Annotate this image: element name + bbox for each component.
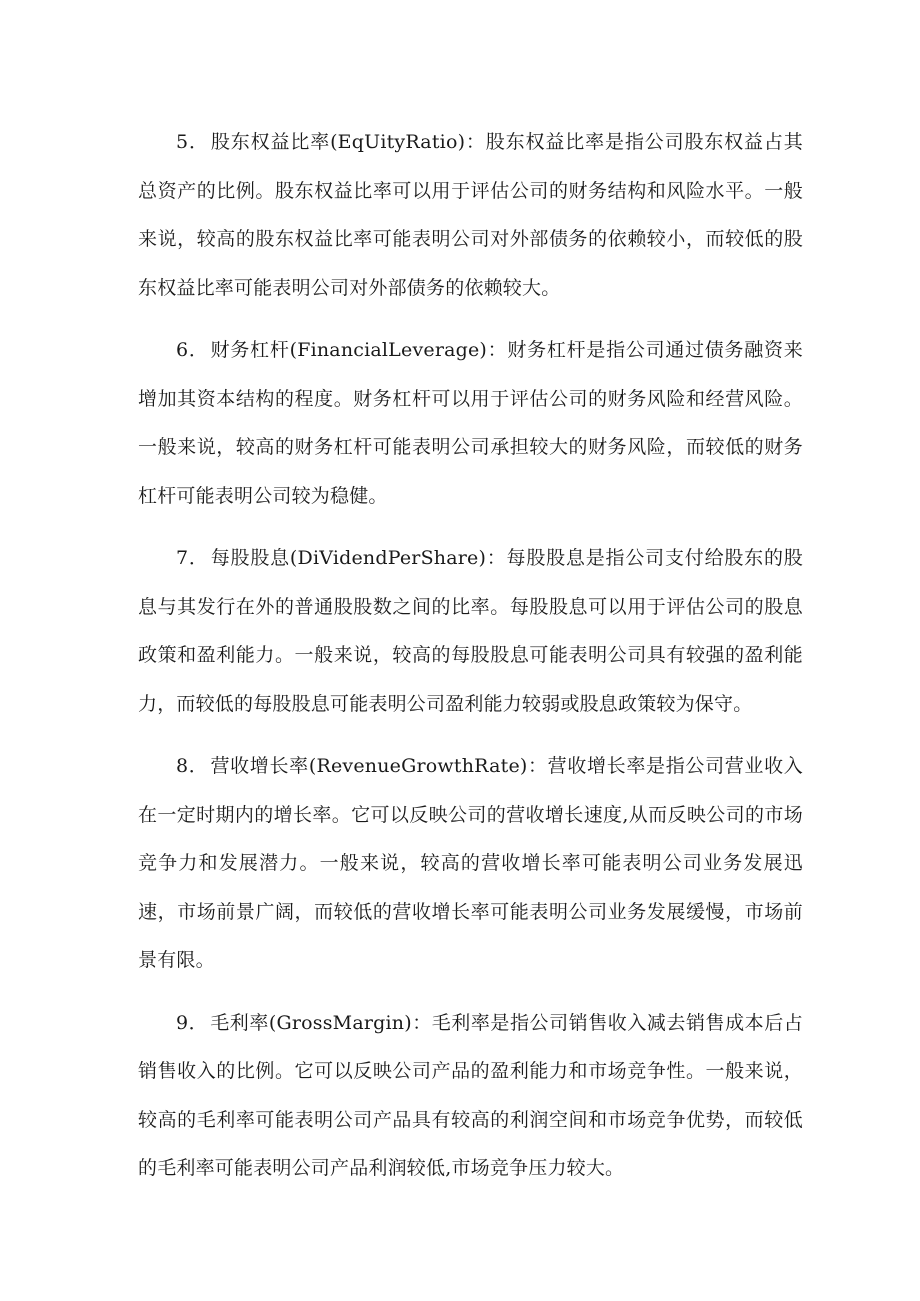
paragraph-equity-ratio (138, 118, 803, 312)
paragraph-gross-margin (138, 999, 803, 1193)
paragraph-number: 5． (176, 131, 209, 153)
paragraph-revenue-growth-rate (138, 742, 803, 985)
paragraph-financial-leverage (138, 326, 803, 520)
paragraph-dividend-per-share (138, 534, 803, 728)
paragraph-text: 营收增长率(RevenueGrowthRate)：营收增长率是指公司营业收入在一定时期内的增长率。它可以反映公司的营收增长速度,从而反映公司的市场竞争力和发展潜力。一般来说，较高的营收增长率可能表明公司业务发展迅速，市场前景广阔，而较低的营收增长率可能表明公司业务发展缓慢，市场前景有限。 (138, 755, 803, 971)
paragraph-text: 毛利率(GrossMargin)：毛利率是指公司销售收入减去销售成本后占销售收入的比例。它可以反映公司产品的盈利能力和市场竞争性。一般来说，较高的毛利率可能表明公司产品具有较高的利润空间和市场竞争优势，而较低的毛利率可能表明公司产品利润较低,市场竞争压力较大。 (138, 1011, 803, 1179)
paragraph-number: 6． (176, 339, 209, 361)
paragraph-number: 7． (176, 547, 209, 569)
document-page (138, 118, 803, 1207)
paragraph-text: 财务杠杆(FinancialLeverage)：财务杠杆是指公司通过债务融资来增加其资本结构的程度。财务杠杆可以用于评估公司的财务风险和经营风险。一般来说，较高的财务杠杆可能表明公司承担较大的财务风险，而较低的财务杠杆可能表明公司较为稳健。 (138, 339, 803, 507)
paragraph-number: 9． (176, 1011, 209, 1034)
paragraph-text: 每股股息(DiVidendPerShare)：每股股息是指公司支付给股东的股息与其发行在外的普通股股数之间的比率。每股股息可以用于评估公司的股息政策和盈利能力。一般来说，较高的每股股息可能表明公司具有较强的盈利能力，而较低的每股股息可能表明公司盈利能力较弱或股息政策较为保守。 (138, 547, 803, 715)
paragraph-text: 股东权益比率(EqUityRatio)：股东权益比率是指公司股东权益占其总资产的比例。股东权益比率可以用于评估公司的财务结构和风险水平。一般来说，较高的股东权益比率可能表明公司对外部债务的依赖较小，而较低的股东权益比率可能表明公司对外部债务的依赖较大。 (138, 131, 803, 299)
paragraph-number: 8． (176, 755, 209, 777)
